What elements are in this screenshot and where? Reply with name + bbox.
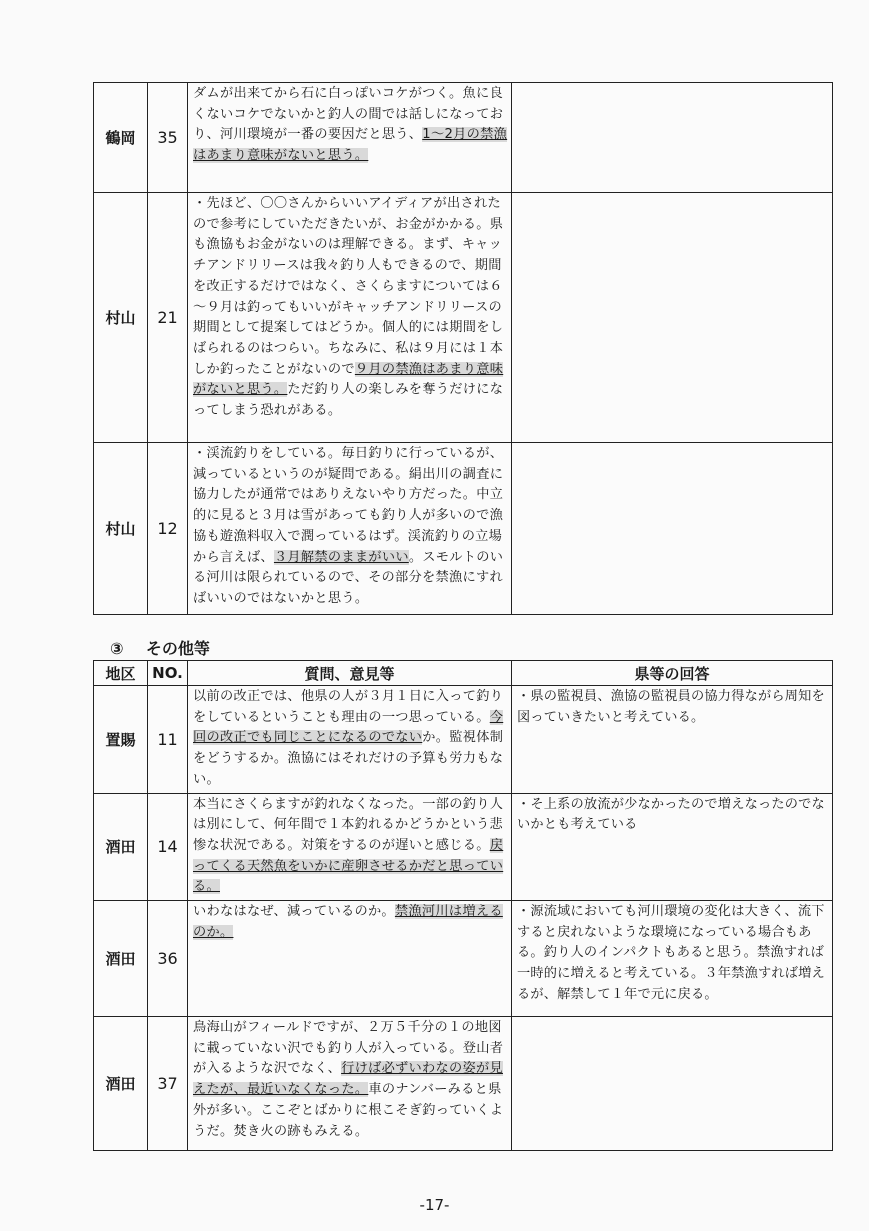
text-segment: ・渓流釣りをしている。毎日釣りに行っているが、減っているというのが疑問である。絹出川の調査に協力したが通常ではありえないやり方だった。中立的に見ると３月は雪があっても釣り人が多いので漁協も遊漁料収入で潤っているはず。渓流釣りの立場から言えば、: [193, 446, 504, 565]
underlined-text: 禁漁河川は増えるのか。: [193, 904, 503, 940]
table-row: [94, 901, 833, 1017]
opinion-cell: [188, 83, 512, 193]
underlined-text: 行けば必ずいわなの姿が見えたが、最近いなくなった。: [193, 1061, 503, 1098]
header-answer: 県等の回答: [512, 661, 833, 686]
text-segment: 以前の改正では、他県の人が３月１日に入って釣りをしているということも理由の一つ思っている。: [193, 689, 504, 725]
number-cell: 36: [148, 901, 188, 1017]
answer-cell: [512, 1017, 833, 1151]
number-cell: 21: [148, 193, 188, 443]
answer-cell: ・そ上系の放流が少なかったので増えなったのでないかとも考えている: [512, 793, 833, 901]
area-cell: 酒田: [94, 1017, 148, 1151]
header-question: 質問、意見等: [188, 661, 512, 686]
other-opinions-table: [93, 660, 833, 1151]
number-cell: 12: [148, 443, 188, 615]
table-row: [94, 686, 833, 794]
number-cell: 37: [148, 1017, 188, 1151]
text-segment: 。スモルトのいる河川は限られているので、その部分を禁漁にすればいいのではないかと思う。: [193, 549, 504, 606]
table-header-row: [94, 661, 833, 686]
opinion-cell: [188, 686, 512, 794]
opinion-cell: [188, 443, 512, 615]
opinion-cell: [188, 193, 512, 443]
underlined-text: 1～2月の禁漁はあまり意味がないと思う。: [193, 127, 508, 164]
underlined-text: ３月解禁のままがいい: [273, 549, 409, 565]
underlined-text: ９月の禁漁はあまり意味がないと思う。: [193, 361, 504, 398]
text-segment: 鳥海山がフィールドですが、２万５千分の１の地図に載っていない沢でも釣り人が入っている。登山者が入るような沢でなく、: [193, 1020, 504, 1077]
section-heading: [110, 636, 210, 659]
area-cell: 鶴岡: [94, 83, 148, 193]
table-row: [94, 1017, 833, 1151]
underlined-text: 戻ってくる天然魚をいかに産卵させるかだと思っている。: [193, 837, 504, 895]
text-segment: ただ釣り人の楽しみを奪うだけになってしまう恐れがある。: [193, 382, 504, 419]
opinion-cell: [188, 793, 512, 901]
area-cell: 村山: [94, 443, 148, 615]
answer-cell: [512, 83, 833, 193]
section-number: ③: [110, 639, 124, 658]
underlined-text: 今回の改正でも同じことになるのでない: [193, 709, 504, 746]
area-cell: 置賜: [94, 686, 148, 794]
area-cell: 酒田: [94, 793, 148, 901]
table-row: [94, 443, 833, 615]
answer-cell: [512, 193, 833, 443]
text-segment: か。監視体制をどうするか。漁協にはそれだけの予算も労力もない。: [193, 730, 504, 787]
text-segment: いわなはなぜ、減っているのか。: [193, 904, 395, 920]
table-row: [94, 793, 833, 901]
number-cell: 35: [148, 83, 188, 193]
text-segment: 車のナンバーみると県外が多い。ここぞとばかりに根こそぎ釣っていくようだ。焚き火の跡もみえる。: [193, 1082, 504, 1139]
answer-cell: ・県の監視員、漁協の監視員の協力得ながら周知を図っていきたいと考えている。: [512, 686, 833, 794]
area-cell: 村山: [94, 193, 148, 443]
opinion-cell: [188, 901, 512, 1017]
text-segment: ・先ほど、〇〇さんからいいアイディアが出されたので参考にしていただきたいが、お金がかかる。県も漁協もお金がないのは理解できる。まず、キャッチアンドリリースは我々釣り人もできるので、期間を改正するだけではなく、さくらますについては６～９月は釣ってもいいがキャッチアンドリリースの期間として提案してはどうか。個人的には期間をしばられるのはつらい。ちなみに、私は９月には１本しか釣ったことがないので: [193, 196, 504, 377]
opinions-table-continued: [93, 82, 833, 615]
number-cell: 11: [148, 686, 188, 794]
header-area: 地区: [94, 661, 148, 686]
table-row: [94, 193, 833, 443]
text-segment: ダムが出来てから石に白っぽいコケがつく。魚に良くないコケでないかと釣人の間では話しになっており、河川環境が一番の要因だと思う、: [193, 86, 504, 143]
number-cell: 14: [148, 793, 188, 901]
header-number: NO.: [148, 661, 188, 686]
opinion-cell: [188, 1017, 512, 1151]
page-number: -17-: [419, 1196, 450, 1214]
answer-cell: [512, 443, 833, 615]
section-title: その他等: [145, 639, 210, 658]
table-row: [94, 83, 833, 193]
area-cell: 酒田: [94, 901, 148, 1017]
answer-cell: ・源流域においても河川環境の変化は大きく、流下すると戻れないような環境になっている場合もある。釣り人のインパクトもあると思う。禁漁すれば一時的に増えると考えている。３年禁漁すれば増えるが、解禁して１年で元に戻る。: [512, 901, 833, 1017]
text-segment: 本当にさくらますが釣れなくなった。一部の釣り人は別にして、何年間で１本釣れるかどうかという悲惨な状況である。対策をするのが遅いと感じる。: [193, 796, 504, 853]
